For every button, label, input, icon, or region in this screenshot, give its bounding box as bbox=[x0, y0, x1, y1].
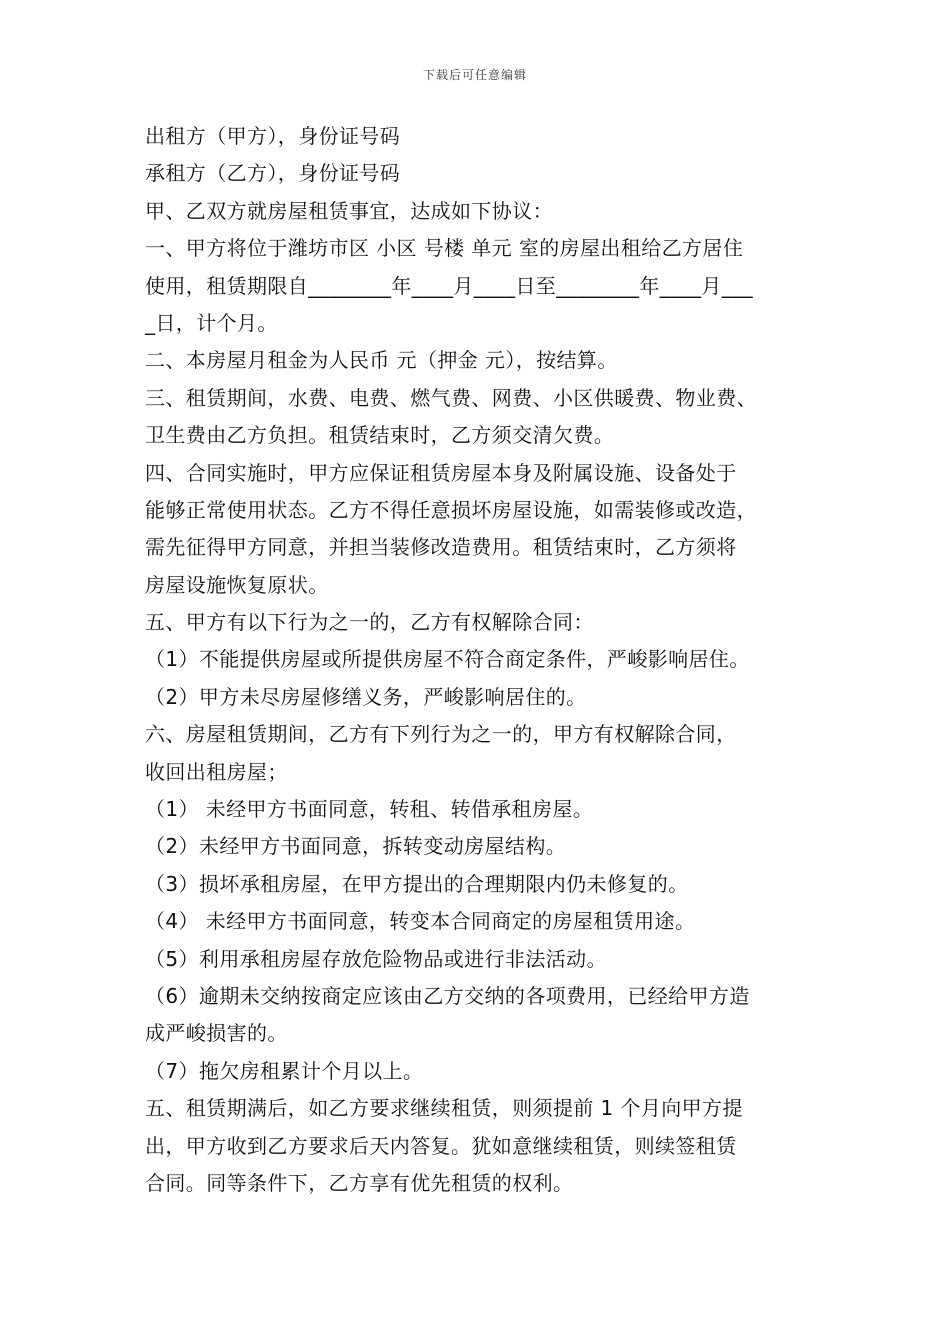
text-line: 房屋设施恢复原状。 bbox=[145, 572, 329, 597]
text-line: （7）拖欠房租累计个月以上。 bbox=[145, 1058, 424, 1083]
text-line: （3）损坏承租房屋，在甲方提出的合理期限内仍未修复的。 bbox=[145, 871, 689, 896]
text-line: 合同。同等条件下，乙方享有优先租赁的权利。 bbox=[145, 1170, 574, 1195]
text-line: 甲、乙双方就房屋租赁事宜，达成如下协议： bbox=[145, 198, 553, 223]
text-line: 六、房屋租赁期间，乙方有下列行为之一的，甲方有权解除合同， bbox=[145, 722, 737, 747]
text-line: 使用，租赁期限自________年____月____日至________年____月___ bbox=[145, 273, 753, 298]
text-line: 二、本房屋月租金为人民币 元（押金 元），按结算。 bbox=[145, 348, 618, 373]
text-line: （2）甲方未尽房屋修缮义务，严峻影响居住的。 bbox=[145, 684, 587, 709]
text-line: （1） 未经甲方书面同意，转租、转借承租房屋。 bbox=[145, 797, 594, 822]
text-line: 四、合同实施时，甲方应保证租赁房屋本身及附属设施、设备处于 bbox=[145, 460, 737, 485]
text-line: （1）不能提供房屋或所提供房屋不符合商定条件，严峻影响居住。 bbox=[145, 647, 750, 672]
header-note: 下载后可任意编辑 bbox=[422, 68, 527, 82]
text-line: 成严峻损害的。 bbox=[145, 1021, 288, 1046]
text-line: 一、甲方将位于潍坊市区 小区 号楼 单元 室的房屋出租给乙方居住 bbox=[145, 236, 744, 261]
text-line: （5）利用承租房屋存放危险物品或进行非法活动。 bbox=[145, 946, 607, 971]
text-line: 能够正常使用状态。乙方不得任意损坏房屋设施，如需装修或改造， bbox=[145, 497, 757, 522]
text-line: 五、租赁期满后，如乙方要求继续租赁，则须提前 1 个月向甲方提 bbox=[145, 1096, 743, 1121]
text-line: 需先征得甲方同意，并担当装修改造费用。租赁结束时，乙方须将 bbox=[145, 535, 737, 560]
text-line: 五、甲方有以下行为之一的，乙方有权解除合同： bbox=[145, 610, 594, 635]
text-line: _日，计个月。 bbox=[145, 310, 278, 335]
text-line: （2）未经甲方书面同意，拆转变动房屋结构。 bbox=[145, 834, 567, 859]
text-line: 卫生费由乙方负担。租赁结束时，乙方须交清欠费。 bbox=[145, 423, 615, 448]
text-line: 三、租赁期间，水费、电费、燃气费、网费、小区供暖费、物业费、 bbox=[145, 385, 757, 410]
text-line: （4） 未经甲方书面同意，转变本合同商定的房屋租赁用途。 bbox=[145, 909, 696, 934]
text-line: 收回出租房屋； bbox=[145, 759, 288, 784]
text-line: 承租方（乙方），身份证号码 bbox=[145, 161, 401, 186]
text-line: 出租方（甲方），身份证号码 bbox=[145, 124, 401, 148]
text-line: 出，甲方收到乙方要求后天内答复。犹如意继续租赁，则续签租赁 bbox=[145, 1133, 737, 1158]
contract-body bbox=[145, 118, 825, 1202]
text-line: （6）逾期未交纳按商定应该由乙方交纳的各项费用，已经给甲方造 bbox=[145, 983, 750, 1008]
